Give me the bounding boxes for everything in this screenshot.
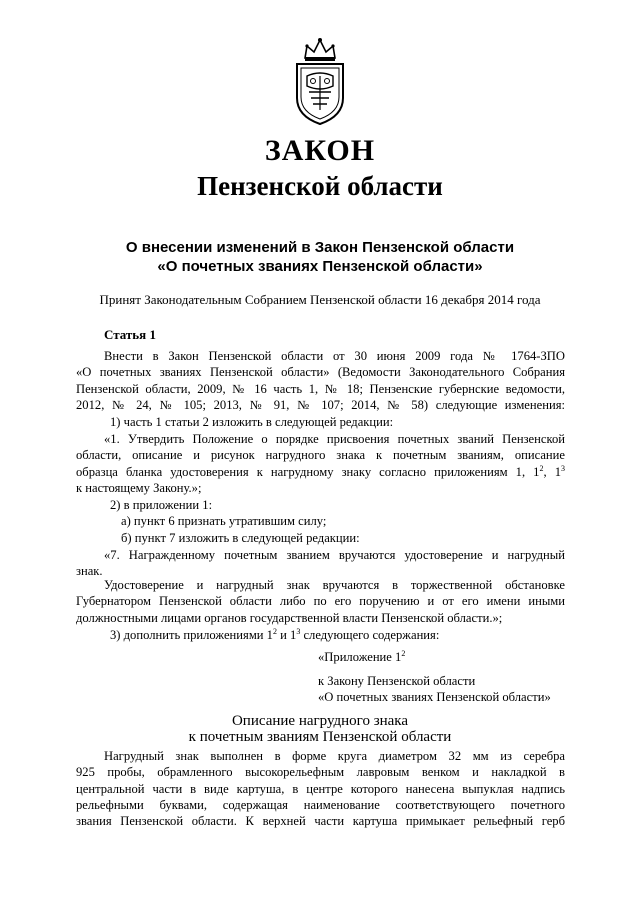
law-heading-line: О внесении изменений в Закон Пензенской области (125, 239, 515, 256)
text-line: к настоящему Закону.»; (76, 480, 202, 495)
text-line: Губернатором Пензенской области либо по его поручению и от его имени иными (76, 594, 565, 609)
amendment-item-2b: б) пункт 7 изложить в следующей редакции: (121, 531, 360, 545)
superscript: 3 (296, 627, 301, 636)
text-line: должностными лицами органов государственной власти Пензенской области.»; (76, 610, 503, 625)
text-line: звания Пензенской области. К верхней части картуша примыкает рельефный герб (76, 814, 565, 829)
quote-paragraph (76, 577, 565, 626)
annex-line: «О почетных званиях Пензенской области» (318, 690, 551, 704)
article-title: Статья 1 (104, 327, 156, 342)
text-line (76, 464, 565, 480)
superscript: 3 (561, 463, 566, 473)
text-line: «О почетных званиях Пензенской области» (Ведомости Законодательного Собрания (76, 365, 565, 380)
text-segment: образца бланка удостоверения к нагрудному знаку согласно приложениям 1, 1 (76, 464, 540, 479)
text-segment: 3) дополнить приложениями 1 (110, 628, 273, 642)
text-line: 925 пробы, обрамленного высокорельефным лавровым венком и накладкой в (76, 765, 565, 780)
coat-of-arms-icon (287, 36, 353, 126)
text-line: Пензенской области, 2009, № 16 часть 1, № 18; Пензенские губернские ведомости, (76, 381, 565, 396)
annex-line: к Закону Пензенской области (318, 674, 476, 688)
amendment-item-2: 2) в приложении 1: (110, 498, 213, 512)
quote-item-1 (76, 431, 565, 496)
text-line: «1. Утвердить Положение о порядке присвоения почетных званий Пензенской (104, 432, 565, 446)
description-subtitle: к почетным званиям Пензенской области (188, 729, 452, 745)
superscript: 2 (401, 649, 406, 658)
superscript: 2 (272, 627, 277, 636)
superscript: 2 (539, 463, 544, 473)
law-heading-line: «О почетных званиях Пензенской области» (157, 258, 483, 275)
text-segment: и 1 (276, 628, 297, 642)
adoption-note: Принят Законодательным Собранием Пензенской области 16 декабря 2014 года (99, 292, 541, 307)
text-line: центральной части в виде картуша, в центре которого нанесена выпуклая надпись (76, 781, 565, 796)
amendment-item-3 (110, 627, 439, 643)
text-segment: «Приложение 1 (318, 650, 402, 664)
annex-label (318, 649, 405, 665)
text-line: знак. (76, 564, 103, 579)
description-title: Описание нагрудного знака (231, 713, 409, 729)
text-line: Удостоверение и нагрудный знак вручаются в торжественной обстановке (104, 578, 565, 592)
document-title: ЗАКОН (264, 134, 376, 167)
article-intro (76, 348, 565, 413)
text-line: Внести в Закон Пензенской области от 30 июня 2009 года № 1764-ЗПО (104, 349, 565, 363)
text-line: Нагрудный знак выполнен в форме круга диаметром 32 мм из серебра (104, 749, 565, 763)
amendment-item-1: 1) часть 1 статьи 2 изложить в следующей редакции: (110, 415, 394, 429)
amendment-item-2a: а) пункт 6 признать утратившим силу; (121, 514, 327, 528)
text-line: области, описание и рисунок нагрудного знака к почетным званиям, описание (76, 448, 565, 463)
text-segment: , 1 (543, 464, 562, 479)
text-line: рельефными буквами, содержащая наименование соответствующего почетного (76, 797, 565, 812)
text-segment: следующего содержания: (300, 628, 440, 642)
quote-item-7 (76, 547, 565, 580)
description-body (76, 748, 565, 829)
text-line: 2012, № 24, № 105; 2013, № 91, № 107; 2014, № 58) следующие изменения: (76, 397, 565, 412)
law-heading (0, 238, 640, 276)
document-region: Пензенской области (197, 171, 443, 201)
text-line: «7. Награжденному почетным званием вручаются удостоверение и нагрудный (104, 548, 565, 562)
